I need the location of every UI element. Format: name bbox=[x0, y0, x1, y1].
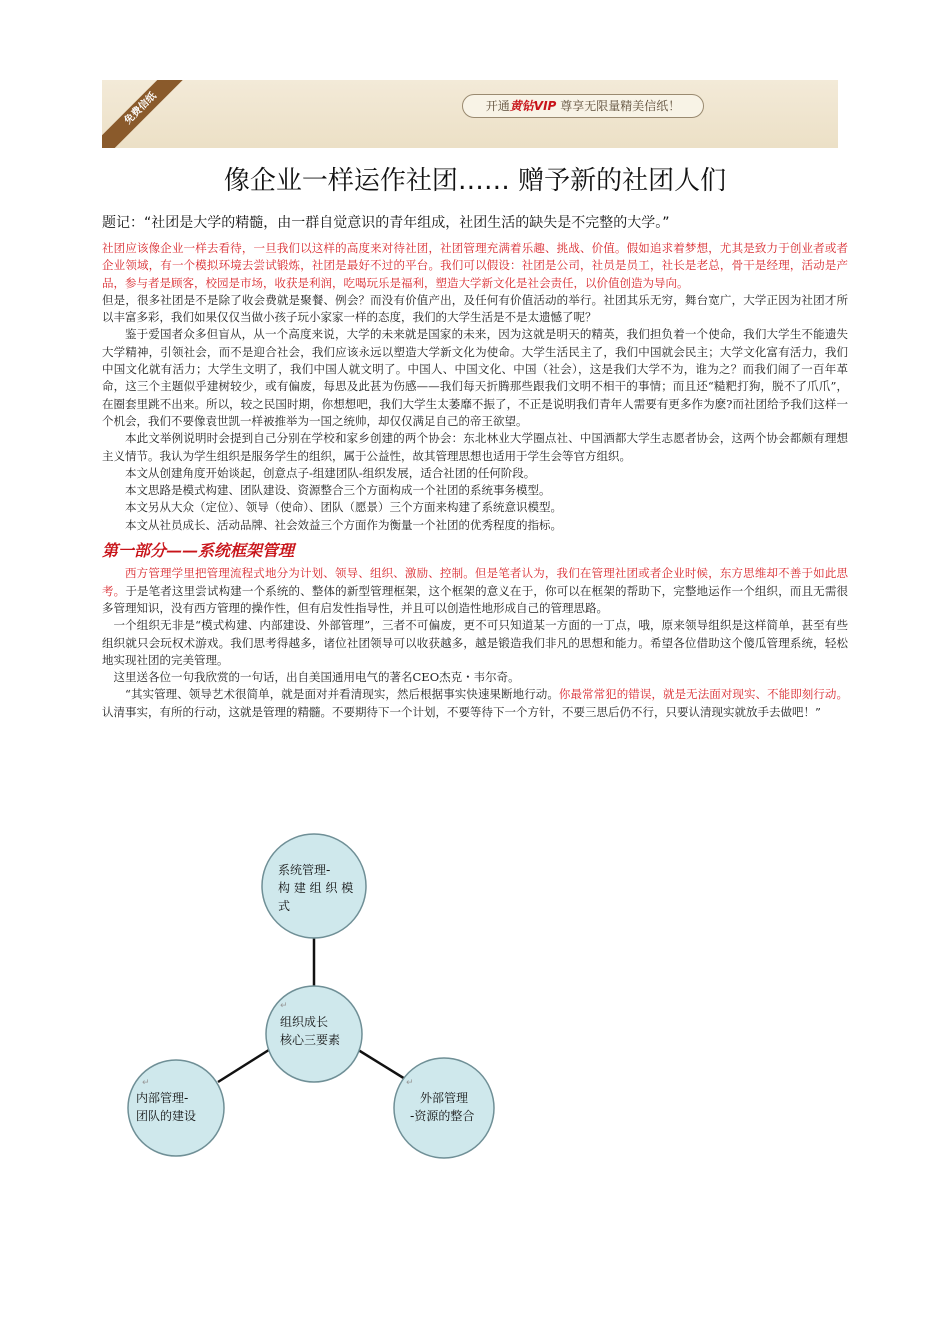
connector-left bbox=[218, 1048, 272, 1082]
paragraph-5: 本文从创建角度开始谈起，创意点子-组建团队-组织发展，适合社团的任何阶段。 bbox=[125, 465, 536, 480]
paragraph-12-a: “其实管理、领导艺术很简单，就是面对并看清现实，然后根据事实快速果断地行动。 bbox=[125, 687, 559, 702]
page-title: 像企业一样运作社团…… 赠予新的社团人们 bbox=[223, 166, 727, 196]
epigraph: 题记：“社团是大学的精髓，由一群自觉意识的青年组成，社团生活的缺失是不完整的大学。” bbox=[102, 215, 670, 231]
node-right-line1: 外部管理 bbox=[420, 1091, 469, 1105]
free-stationery-ribbon: 免费信纸 bbox=[102, 80, 200, 148]
node-top-line1: 系统管理- bbox=[278, 863, 331, 877]
paragraph-7: 本文另从大众（定位）、领导（使命）、团队（愿景）三个方面来构建了系统意识模型。 bbox=[125, 500, 562, 515]
vip-suffix: 尊享无限量精美信纸！ bbox=[560, 99, 681, 113]
paragraph-12 bbox=[102, 686, 848, 721]
node-external-management bbox=[394, 1058, 494, 1158]
vip-highlight: 黄钻VIP bbox=[509, 99, 557, 113]
paragraph-1: 社团应该像企业一样去看待，一旦我们以这样的高度来对待社团，社团管理充满着乐趣、挑战、价值。假如追求着梦想，尤其是致力于创业者或者企业领域，有一个模拟环境去尝试锻炼，社团是最好不过的平台。我们可以假设：社团是公司，社员是员工，社长是老总，骨干是经理，活动是产品，参与者是顾客，校园是市场，收获是利润，吃喝玩乐是福利，塑造大学新文化是社会责任，以价值创造为导向。 bbox=[102, 241, 848, 290]
section-title: 第一部分——系统框架管理 bbox=[102, 541, 295, 561]
para-mark-left: ↵ bbox=[142, 1078, 150, 1088]
para-mark-center: ↵ bbox=[280, 1001, 288, 1011]
node-left-line1: 内部管理- bbox=[136, 1091, 189, 1105]
node-left-line2: 团队的建设 bbox=[136, 1109, 197, 1123]
node-top-line2: 构 建 组 织 模 bbox=[278, 881, 354, 895]
vip-prefix: 开通 bbox=[485, 99, 510, 113]
paragraph-2: 但是，很多社团是不是除了收会费就是聚餐、例会？而没有价值产出，及任何有价值活动的举行。社团其乐无穷，舞台宽广，大学正因为社团才所以丰富多彩，我们如果仅仅当做小孩子玩小家家一样的态度，我们的大学生活是不是太遗憾了呢？ bbox=[102, 292, 848, 325]
paragraph-8: 本文从社员成长、活动品牌、社会效益三个方面作为衡量一个社团的优秀程度的指标。 bbox=[125, 517, 562, 532]
paragraph-3: 鉴于爱国者众多但盲从，从一个高度来说，大学的未来就是国家的未来，因为这就是明天的精英，我们担负着一个使命，我们大学生不能遗失大学精神，引领社会，而不是迎合社会，我们应该永远以塑造大学新文化为使命。大学生活民主了，我们中国就会民主；大学文化富有活力，我们中国文化就有活力；大学生文明了，我们中国人就文明了。中国人、中国文化、中国（社会），这是我们大学不为，谁为之？而我们闹了一百年革命，这三个主题似乎建树较少，或有偏废，每思及此甚为伤感——我们每天折腾那些跟我们文明不相干的事情；而且还“糙粑打狗，脱不了爪爪”，在圈套里跳不出来。所以，较之民国时期，你想想吧，我们大学生太萎靡不振了，不正是说明我们青年人需要有更多作为麽?而社团给予我们这样一个机会，我们不要像袁世凯一样被推举为一国之统帅，却仅仅满足自己的帝王欲望。 bbox=[102, 327, 848, 428]
vip-banner[interactable] bbox=[102, 80, 838, 148]
para-mark-right: ↵ bbox=[406, 1078, 414, 1088]
paragraph-4: 本此文举例说明时会提到自己分别在学校和家乡创建的两个协会：东北林业大学圈点社、中国酒都大学生志愿者协会，这两个协会都颇有理想主义情节。我认为学生组织是服务学生的组织，属于公益性，故其管理思想也适用于学生会等官方组织。 bbox=[102, 431, 848, 463]
paragraph-6: 本文思路是模式构建、团队建设、资源整合三个方面构成一个社团的系统事务模型。 bbox=[125, 483, 551, 498]
paragraph-10: 一个组织无非是“模式构建、内部建设、外部管理”，三者不可偏废，更不可只知道某一方面的一丁点，哦，原来领导组织是这样简单，甚至有些组织就只会玩权术游戏。我们思考得越多，诸位社团领导可以收获越多，越是锻造我们非凡的思想和能力。希望各位借助这个傻瓜管理系统，轻松地实现社团的完美管理。 bbox=[102, 618, 848, 667]
paragraph-9 bbox=[102, 565, 848, 617]
node-center-line2: 核心三要素 bbox=[280, 1033, 341, 1047]
node-center-line1: 组织成长 bbox=[280, 1015, 329, 1029]
paragraph-11: 这里送各位一句我欣赏的一句话，出自美国通用电气的著名CEO杰克・韦尔奇。 bbox=[113, 670, 520, 685]
node-internal-management bbox=[128, 1060, 224, 1156]
node-top-line3: 式 bbox=[278, 899, 291, 913]
org-growth-diagram bbox=[120, 820, 520, 1170]
paragraph-9-red: 西方管理学里把管理流程式地分为计划、领导、组织、激励、控制。但是笔者认为，我们在管理社团或者企业时候，东方思维却不善于如此思考。 bbox=[102, 566, 848, 598]
document-body bbox=[102, 240, 848, 721]
paragraph-12-b: 认清事实，有所的行动，这就是管理的精髓。不要期待下一个计划，不要等待下一个方针，不要三思后仍不行，只要认清现实就放手去做吧！” bbox=[102, 704, 821, 719]
paragraph-12-red: 你最常常犯的错误，就是无法面对现实、不能即刻行动。 bbox=[558, 687, 849, 702]
paragraph-9-rest: 于是笔者这里尝试构建一个系统的、整体的新型管理框架，这个框架的意义在于，你可以在框架的帮助下，完整地运作一个组织，而且无需很多管理知识，没有西方管理的操作性，但有启发性指导性，并且可以创造性地形成自己的管理思路。 bbox=[102, 583, 849, 615]
connector-right bbox=[355, 1048, 410, 1082]
vip-promo-pill[interactable] bbox=[462, 94, 704, 118]
node-right-line2: -资源的整合 bbox=[410, 1109, 475, 1123]
